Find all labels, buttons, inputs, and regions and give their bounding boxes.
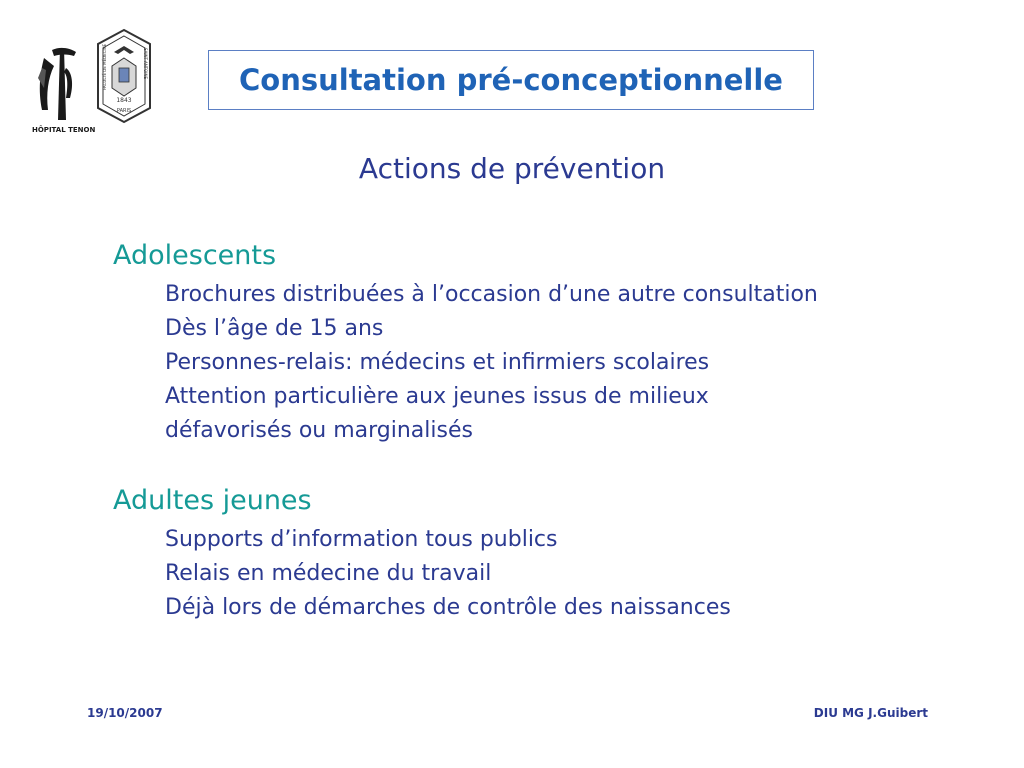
slide-subtitle: Actions de prévention: [358, 152, 666, 185]
list-item: Relais en médecine du travail: [165, 561, 492, 586]
footer-author: DIU MG J.Guibert: [813, 706, 928, 720]
list-item: Personnes-relais: médecins et infirmiers scolaires: [165, 350, 710, 375]
section-heading-adolescents: Adolescents: [113, 240, 277, 271]
title-box: [208, 50, 814, 110]
list-item: Supports d’information tous publics: [165, 527, 558, 552]
hopital-tenon-logo-icon: [30, 28, 160, 136]
section-list-adolescents: [165, 278, 818, 448]
list-item: défavorisés ou marginalisés: [165, 418, 473, 443]
faculte-seal: [98, 30, 150, 122]
list-item: Attention particulière aux jeunes issus de milieux: [165, 384, 709, 409]
list-item: Déjà lors de démarches de contrôle des naissances: [165, 595, 731, 620]
institution-logos: [30, 28, 160, 136]
list-item: Brochures distribuées à l’occasion d’une autre consultation: [165, 282, 818, 307]
footer-date: 19/10/2007: [87, 706, 163, 720]
list-item: Dès l’âge de 15 ans: [165, 316, 384, 341]
svg-text:FACULTÉ DE MÉDECINE: FACULTÉ DE MÉDECINE: [102, 43, 107, 90]
section-list-adultes-jeunes: [165, 523, 731, 625]
svg-text:SAINT-ANTOINE: SAINT-ANTOINE: [143, 48, 148, 79]
slide-title: Consultation pré-conceptionnelle: [239, 63, 783, 97]
section-heading-adultes-jeunes: Adultes jeunes: [113, 485, 312, 516]
svg-text:PARIS: PARIS: [116, 108, 132, 114]
svg-text:HÔPITAL TENON: HÔPITAL TENON: [32, 126, 96, 134]
svg-text:1843: 1843: [116, 97, 132, 104]
